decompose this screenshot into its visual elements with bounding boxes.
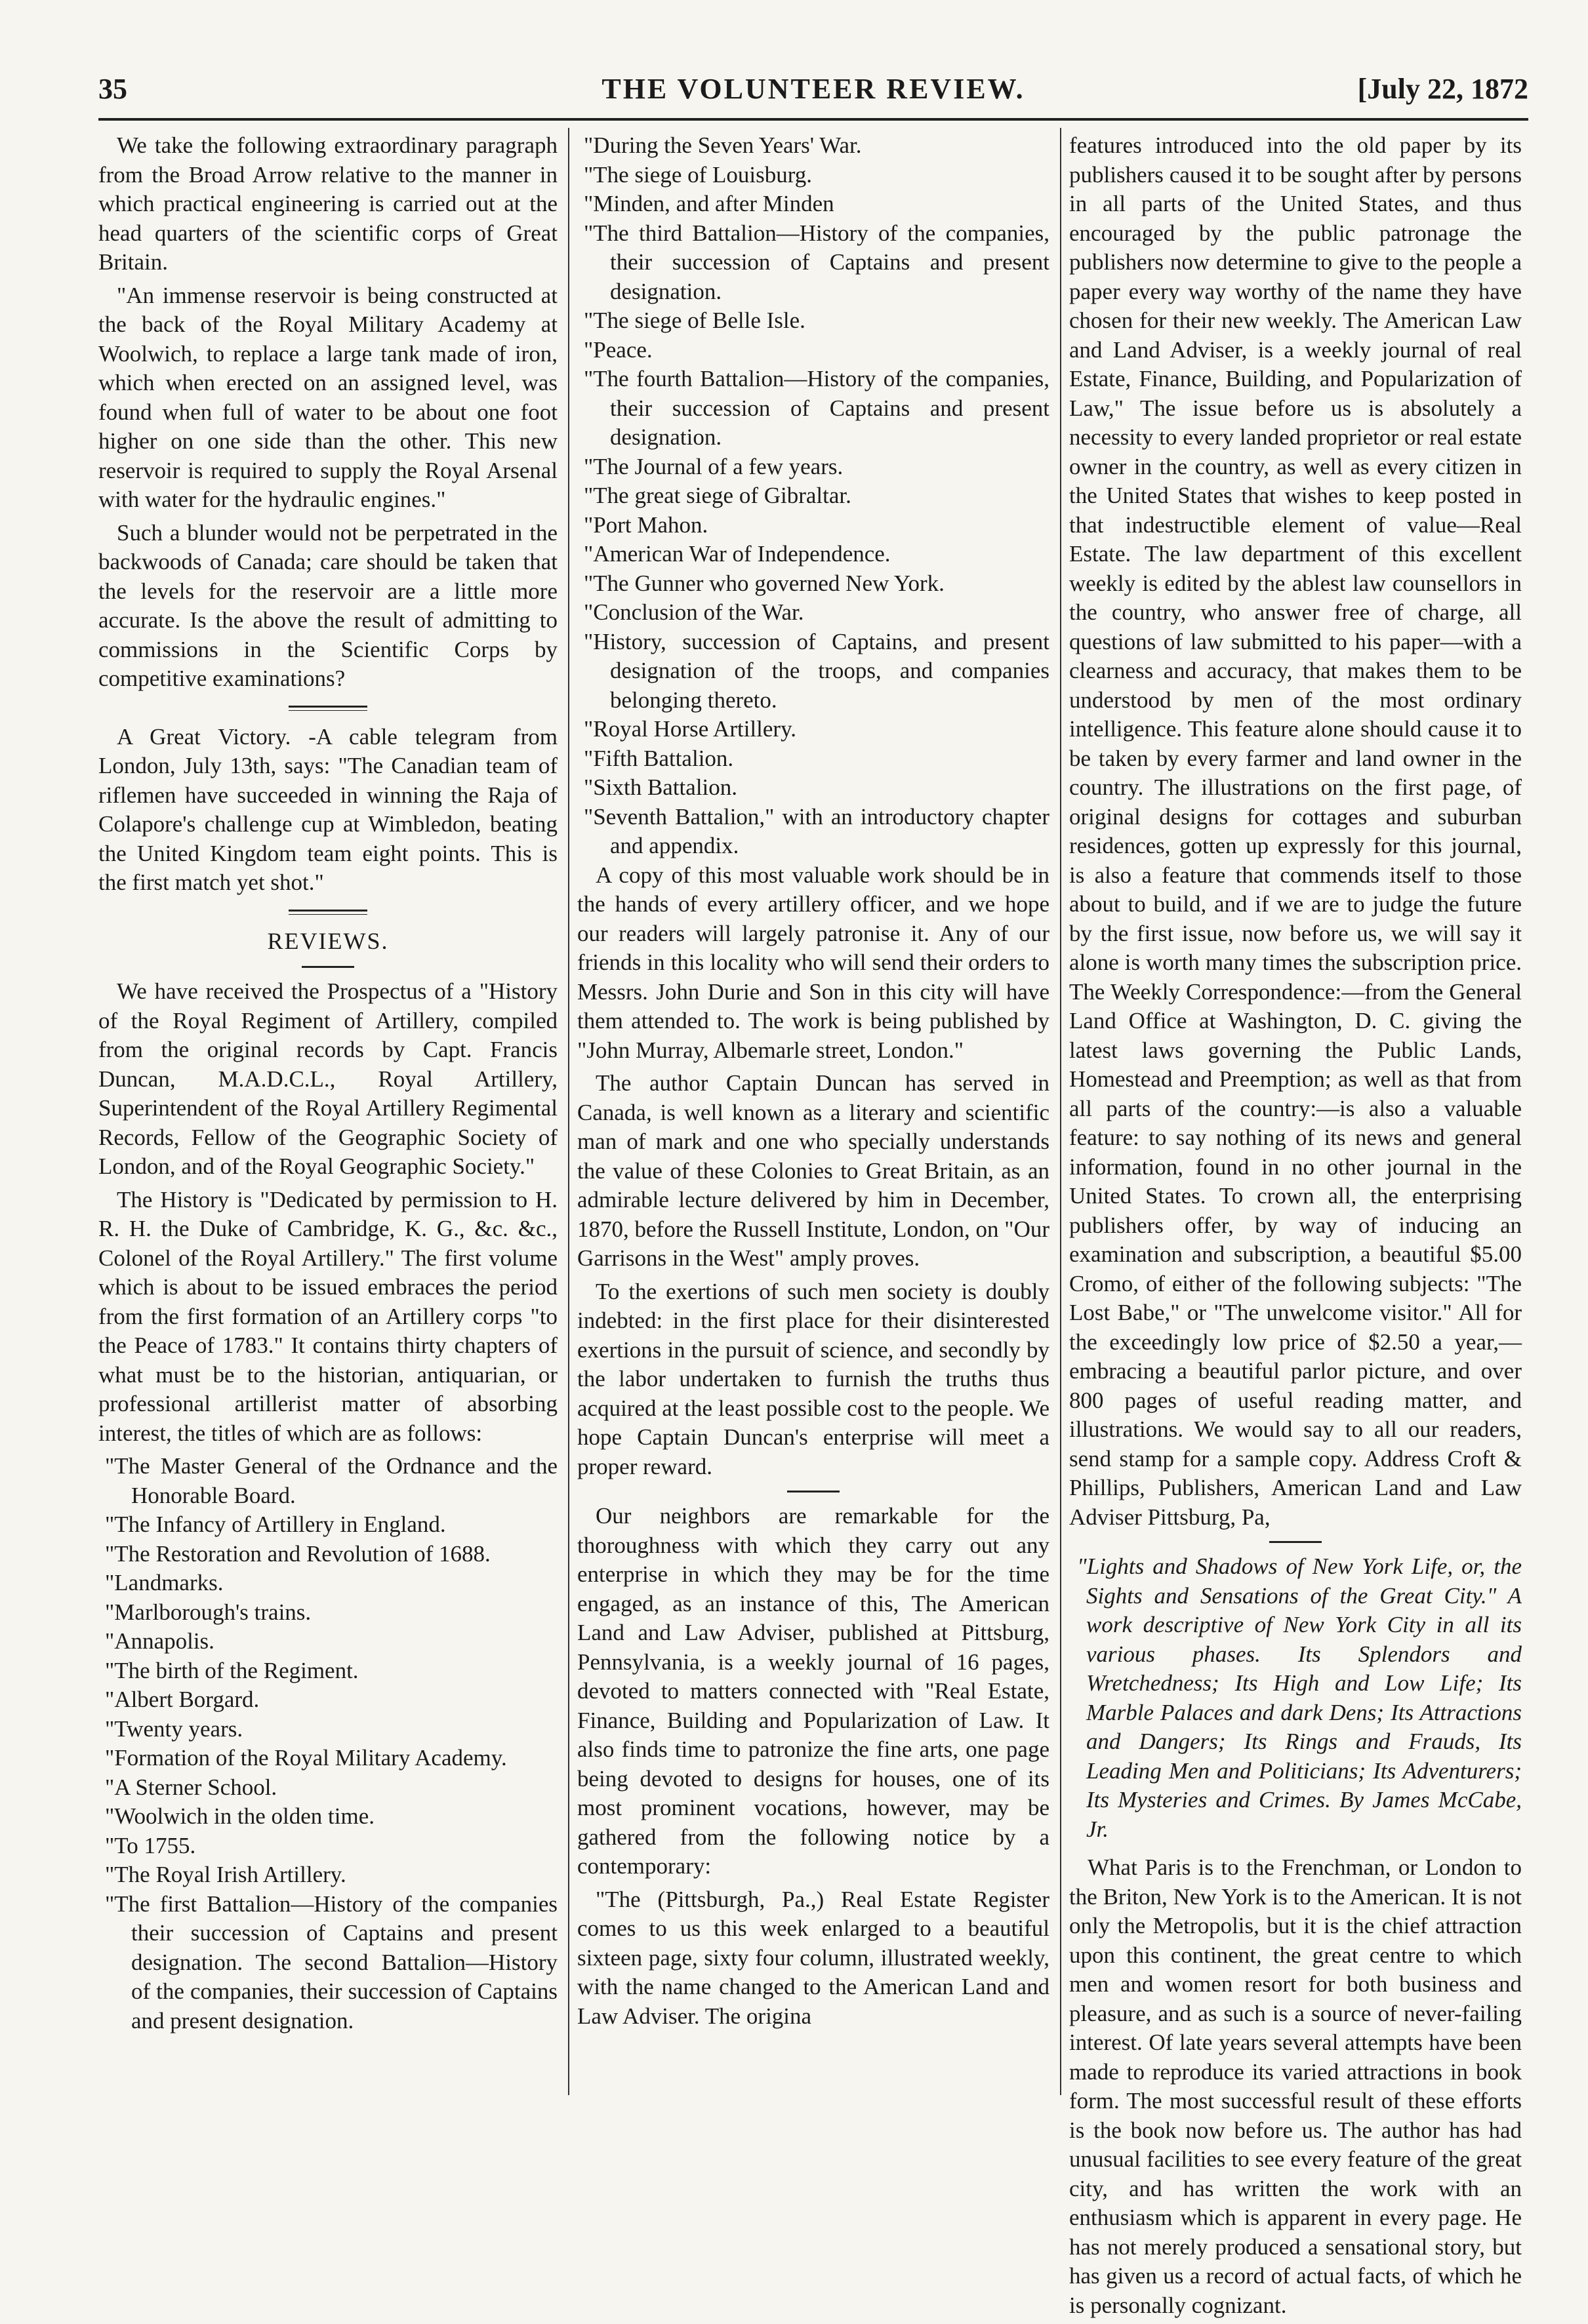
list-item: "Seventh Battalion," with an introductory chapter and appendix.: [584, 803, 1049, 858]
article-quote: "The (Pittsburgh, Pa.,) Real Estate Register comes to us this week enlarged to a beautiful sixteen page, sixty four column, illustrated weekly, with the name changed to the American Land and Law Adviser. The origina: [577, 1886, 1049, 2029]
list-item: "A Sterner School.: [105, 1774, 277, 1800]
list-item: "Albert Borgard.: [105, 1687, 260, 1712]
section-separator: [289, 910, 367, 915]
list-item: "American War of Independence.: [584, 541, 891, 567]
list-item: "The birth of the Regiment.: [105, 1657, 359, 1683]
review-title: "Lights and Shadows of New York Life, or, the Sights and Sensations of the Great City." A work descriptive of New York City in all its various phases. Its Splendors and Wretchedness; Its High and Low Life; Its Marble Palaces and dark Dens; Its Attractions and Dangers; Its Rings and Frauds, Its Leading Men and Politicians; Its Adventurers; Its Mysteries and Crimes. By James McCabe, Jr.: [1077, 1553, 1522, 1842]
list-item: "Conclusion of the War.: [584, 599, 804, 625]
article-paragraph: What Paris is to the Frenchman, or London to the Briton, New York is to the American. It is not only the Metropolis, but it is the chief attraction upon this continent, the great centre to which men and women resort for both business and pleasure, and as such is a source of never-failing interest. Of late years several attempts have been made to reproduce its varied attractions in book form. The most successful result of these efforts is the book now before us. The author has had unusual facilities to see every feature of the great city, and has written the work with an enthusiasm which is apparent in every page. He has not merely produced a sensational story, but has given us a record of actual facts, of which he is personally cognizant.: [1069, 1854, 1522, 2318]
list-item: "Formation of the Royal Military Academy.: [105, 1745, 507, 1771]
column-rule: [568, 128, 569, 2095]
list-item: "The Journal of a few years.: [584, 453, 844, 479]
list-item: "Annapolis.: [105, 1628, 214, 1654]
column-rule: [1060, 128, 1061, 2095]
list-item: "The great siege of Gibraltar.: [584, 483, 851, 508]
list-item: "The Infancy of Artillery in England.: [105, 1512, 446, 1537]
chapter-list: [577, 131, 1049, 861]
list-item: "Fifth Battalion.: [584, 745, 734, 771]
list-item: "The Master General of the Ordnance and the Honorable Board.: [105, 1453, 558, 1508]
article-paragraph: We take the following extraordinary paragraph from the Broad Arrow relative to the manner in which practical engineering is carried out at the head quarters of the scientific corps of Great Britain.: [98, 132, 558, 275]
article-paragraph: The author Captain Duncan has served in Canada, is well known as a literary and scientific man of mark and one who specially understands the value of these Colonies to Great Britain, as an admirable lecture delivered by him in December, 1870, before the Russell Institute, London, on "Our Garrisons in the West" amply proves.: [577, 1070, 1050, 1271]
list-item: "Twenty years.: [105, 1715, 243, 1742]
list-item: "The fourth Battalion—History of the companies, their succession of Captains and present designation.: [584, 366, 1049, 450]
list-item: "Woolwich in the olden time.: [105, 1803, 375, 1829]
list-item: "History, succession of Captains, and present designation of the troops, and companies belonging thereto.: [584, 628, 1049, 713]
page-number: 35: [98, 73, 127, 105]
list-item: "Marlborough's trains.: [105, 1599, 312, 1625]
list-item: "To 1755.: [105, 1832, 196, 1858]
list-item: "During the Seven Years' War.: [584, 132, 862, 158]
column-2: [577, 131, 1049, 2035]
article-paragraph: We have received the Prospectus of a "History of the Royal Regiment of Artillery, compiled from the original records by Capt. Francis Duncan, M.A.D.C.L., Royal Artillery, Superintendent of the Royal Artillery Regimental Records, Fellow of the Geographic Society of London, and of the Royal Geographic Society.": [98, 978, 558, 1179]
article-paragraph: To the exertions of such men society is doubly indebted: in the first place for their disinterested exertions in the pursuit of science, and secondly by the labor undertaken to furnish the truths thus acquired at the least possible cost to the people. We hope Captain Duncan's enterprise will meet a proper reward.: [577, 1278, 1049, 1479]
page-header: [98, 72, 1528, 111]
list-item: "Sixth Battalion.: [584, 774, 738, 800]
list-item: "The siege of Louisburg.: [584, 161, 813, 188]
list-item: "Landmarks.: [105, 1570, 224, 1595]
header-rule: [98, 118, 1528, 121]
list-item: "The Restoration and Revolution of 1688.: [105, 1540, 491, 1567]
list-item: "The siege of Belle Isle.: [584, 308, 805, 333]
column-1: [98, 131, 558, 2035]
column-3: [1069, 131, 1522, 2324]
section-heading: REVIEWS.: [267, 927, 389, 954]
article-paragraph: A Great Victory. -A cable telegram from London, July 13th, says: "The Canadian team of riflemen have succeeded in winning the Raja of Colapore's challenge cup at Wimbledon, beating the United Kingdom team eight points. This is the first match yet shot.": [98, 723, 558, 895]
article-paragraph: The History is "Dedicated by permission to H. R. H. the Duke of Cambridge, K. G., &c. &c., Colonel of the Royal Artillery." The first volume which is about to be issued embraces the period from the first formation of an Artillery corps "to the Peace of 1783." It contains thirty chapters of what must be to the historian, antiquarian, or professional artillerist matter of absorbing interest, the titles of which are as follows:: [98, 1186, 558, 1446]
article-quote: "An immense reservoir is being constructed at the back of the Royal Military Academy at Woolwich, to replace a large tank made of iron, which when erected on an assigned level, was found when full of water to be about one foot higher on one side than the other. This new reservoir is required to supply the Royal Arsenal with water for the hydraulic engines.": [98, 282, 558, 512]
list-item: "Port Mahon.: [584, 511, 708, 538]
list-item: "The third Battalion—History of the companies, their succession of Captains and present designation.: [584, 220, 1049, 304]
list-item: "The Gunner who governed New York.: [584, 570, 945, 596]
section-separator: [302, 966, 354, 968]
section-separator: [289, 706, 367, 711]
article-paragraph: features introduced into the old paper by its publishers caused it to be sought after by persons in all parts of the United States, and thus encouraged by the public patronage the publishers now determine to give to the people a paper every way worthy of the name they have chosen for their new weekly. The American Law and Land Adviser, is a weekly journal of real Estate, Finance, Building, and Popularization of Law," The issue before us is absolutely a necessity to every landed proprietor or real estate owner in the country, as well as every citizen in the United States that wishes to keep posted in that indestructible element of value—Real Estate. The law department of this excellent weekly is edited by the ablest law counsellors in the country, who answer free of charge, all questions of law submitted to his paper—with a clearness and accuracy, that makes them to be understood by men of the most ordinary intelligence. This feature alone should cause it to be taken by every farmer and land owner in the country. The illustrations on the first page, of original designs for cottages and suburban residences, gotten up expressly for this journal, is also a feature that commends itself to those about to build, and if we are to judge the future by the first issue, now before us, we will say it alone is worth many times the subscription price. The Weekly Correspondence:—from the General Land Office at Washington, D. C. giving the latest laws governing the Public Lands, Homestead and Preemption; as well as that from all parts of the country:—is also a valuable feature: to say nothing of its news and general information, found in no other journal in the United States. To crown all, the enterprising publishers offer, by way of inducing an examination and subscription, a beautiful $5.00 Cromo, of either of the following subjects: "The Lost Babe," or "The unwelcome visitor." All for the exceedingly low price of $2.50 a year,—embracing a beautiful parlor picture, and over 800 pages of useful reading matter, and illustrations. We would say to all our readers, send stamp for a sample copy. Address Croft & Phillips, Publishers, American Land and Law Adviser Pittsburg, Pa,: [1069, 132, 1522, 1530]
chapter-list: [98, 1452, 558, 2035]
list-item: "The Royal Irish Artillery.: [105, 1862, 346, 1887]
list-item: "Minden, and after Minden: [584, 191, 834, 216]
article-paragraph: Our neighbors are remarkable for the thoroughness with which they carry out any enterprise in which they may be for the time engaged, as an instance of this, The American Land and Law Adviser, published at Pittsburg, Pennsylvania, is a weekly journal of 16 pages, devoted to matters connected with "Real Estate, Finance, Building and Popularization of Law. It also finds time to patronize the fine arts, one page being devoted to designs for houses, one of its most prominent vocations, however, may be gathered from the following notice by a contemporary:: [577, 1503, 1049, 1879]
article-paragraph: Such a blunder would not be perpetrated in the backwoods of Canada; care should be taken that the levels for the reservoir are a little more accurate. Is the above the result of admitting to commissions in the Scientific Corps by competitive examinations?: [98, 519, 558, 691]
newspaper-title: THE VOLUNTEER REVIEW.: [601, 73, 1025, 105]
article-paragraph: A copy of this most valuable work should be in the hands of every artillery officer, and we hope our readers will largely patronise it. Any of our friends in this locality who will send their orders to Messrs. John Durie and Son in this city will have them attended to. The work is being published by "John Murray, Albemarle street, London.": [577, 862, 1049, 1063]
section-separator: [787, 1491, 840, 1493]
list-item: "Royal Horse Artillery.: [584, 716, 797, 742]
list-item: "The first Battalion—History of the companies their succession of Captains and present designation. The second Battalion—History of the companies, their succession of Captains and present designation.: [105, 1891, 558, 2034]
list-item: "Peace.: [584, 336, 653, 363]
section-separator: [1269, 1541, 1322, 1543]
issue-date: [July 22, 1872: [1357, 73, 1528, 105]
